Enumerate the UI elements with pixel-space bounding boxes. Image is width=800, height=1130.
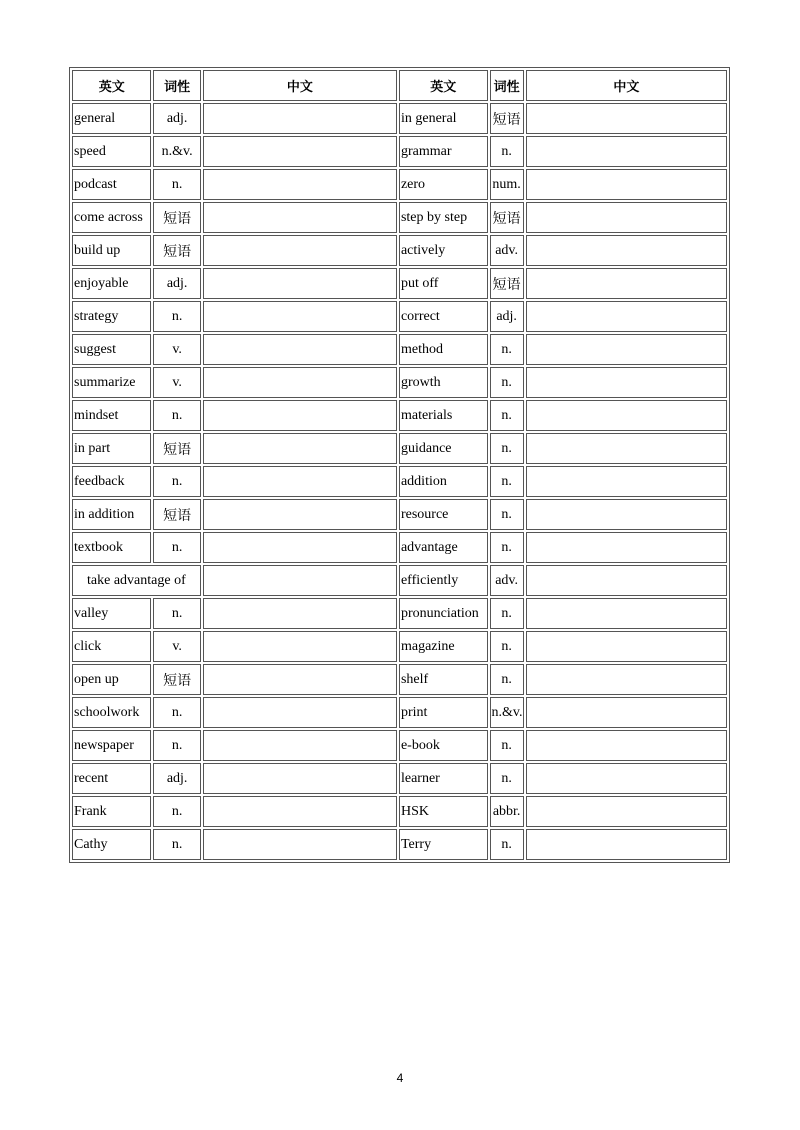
- chinese-answer-cell[interactable]: [526, 796, 727, 827]
- english-term: feedback: [72, 466, 151, 497]
- chinese-answer-cell[interactable]: [526, 301, 727, 332]
- part-of-speech: adj.: [490, 301, 524, 332]
- english-term: recent: [72, 763, 151, 794]
- part-of-speech: num.: [490, 169, 524, 200]
- english-term: HSK: [399, 796, 488, 827]
- chinese-answer-cell[interactable]: [526, 730, 727, 761]
- chinese-answer-cell[interactable]: [526, 532, 727, 563]
- chinese-answer-cell[interactable]: [203, 664, 397, 695]
- english-term: in part: [72, 433, 151, 464]
- table-row: [72, 730, 727, 761]
- part-of-speech: 短语: [490, 202, 524, 233]
- part-of-speech: n.: [490, 334, 524, 365]
- english-term: general: [72, 103, 151, 134]
- part-of-speech: n.: [153, 466, 200, 497]
- part-of-speech: n.: [153, 697, 200, 728]
- chinese-answer-cell[interactable]: [526, 235, 727, 266]
- english-term: materials: [399, 400, 488, 431]
- part-of-speech: n.: [490, 466, 524, 497]
- chinese-answer-cell[interactable]: [203, 763, 397, 794]
- chinese-answer-cell[interactable]: [526, 829, 727, 860]
- part-of-speech: 短语: [490, 268, 524, 299]
- chinese-answer-cell[interactable]: [203, 829, 397, 860]
- english-term: e-book: [399, 730, 488, 761]
- english-term: guidance: [399, 433, 488, 464]
- part-of-speech: n.: [490, 631, 524, 662]
- part-of-speech: n.&v.: [153, 136, 200, 167]
- table-row: [72, 367, 727, 398]
- english-term: grammar: [399, 136, 488, 167]
- chinese-answer-cell[interactable]: [526, 499, 727, 530]
- chinese-answer-cell[interactable]: [203, 136, 397, 167]
- chinese-answer-cell[interactable]: [203, 697, 397, 728]
- part-of-speech: n.: [153, 532, 200, 563]
- part-of-speech: n.: [490, 763, 524, 794]
- chinese-answer-cell[interactable]: [203, 565, 397, 596]
- english-term: in general: [399, 103, 488, 134]
- part-of-speech: n.: [490, 532, 524, 563]
- english-term: actively: [399, 235, 488, 266]
- english-term: put off: [399, 268, 488, 299]
- english-term: podcast: [72, 169, 151, 200]
- english-term: print: [399, 697, 488, 728]
- table-row: [72, 202, 727, 233]
- table-row: [72, 169, 727, 200]
- part-of-speech: n.: [490, 367, 524, 398]
- part-of-speech: n.: [153, 301, 200, 332]
- chinese-answer-cell[interactable]: [526, 598, 727, 629]
- part-of-speech: 短语: [153, 433, 200, 464]
- part-of-speech: n.: [490, 730, 524, 761]
- chinese-answer-cell[interactable]: [203, 235, 397, 266]
- english-term: resource: [399, 499, 488, 530]
- chinese-answer-cell[interactable]: [203, 268, 397, 299]
- part-of-speech: adj.: [153, 103, 200, 134]
- part-of-speech: adv.: [490, 235, 524, 266]
- table-row: [72, 235, 727, 266]
- english-term: mindset: [72, 400, 151, 431]
- english-term: newspaper: [72, 730, 151, 761]
- english-term: pronunciation: [399, 598, 488, 629]
- chinese-answer-cell[interactable]: [203, 532, 397, 563]
- table-row: [72, 796, 727, 827]
- part-of-speech: 短语: [153, 499, 200, 530]
- english-term: build up: [72, 235, 151, 266]
- part-of-speech: n.: [490, 598, 524, 629]
- chinese-answer-cell[interactable]: [526, 466, 727, 497]
- table-row: [72, 763, 727, 794]
- english-term: learner: [399, 763, 488, 794]
- page-number: 4: [396, 1071, 404, 1085]
- vocabulary-table: [69, 67, 730, 863]
- table-row: [72, 499, 727, 530]
- part-of-speech: n.: [153, 598, 200, 629]
- table-row: [72, 334, 727, 365]
- table-row: [72, 565, 727, 596]
- part-of-speech: n.: [490, 664, 524, 695]
- english-term: efficiently: [399, 565, 488, 596]
- part-of-speech: n.: [153, 796, 200, 827]
- english-term: speed: [72, 136, 151, 167]
- chinese-answer-cell[interactable]: [203, 367, 397, 398]
- chinese-answer-cell[interactable]: [203, 499, 397, 530]
- english-term: growth: [399, 367, 488, 398]
- header-chinese-left: 中文: [203, 70, 397, 101]
- part-of-speech: 短语: [153, 235, 200, 266]
- table-row: [72, 664, 727, 695]
- english-term: enjoyable: [72, 268, 151, 299]
- vocabulary-body: [72, 103, 727, 860]
- table-header-row: [72, 70, 727, 101]
- chinese-answer-cell[interactable]: [526, 763, 727, 794]
- part-of-speech: 短语: [490, 103, 524, 134]
- table-row: [72, 631, 727, 662]
- chinese-answer-cell[interactable]: [203, 598, 397, 629]
- table-row: [72, 433, 727, 464]
- chinese-answer-cell[interactable]: [526, 664, 727, 695]
- header-english-right: 英文: [399, 70, 488, 101]
- english-term: addition: [399, 466, 488, 497]
- english-term: summarize: [72, 367, 151, 398]
- part-of-speech: n.: [490, 433, 524, 464]
- part-of-speech: 短语: [153, 664, 200, 695]
- english-term: Terry: [399, 829, 488, 860]
- english-term: come across: [72, 202, 151, 233]
- chinese-answer-cell[interactable]: [526, 202, 727, 233]
- english-term: magazine: [399, 631, 488, 662]
- english-term: step by step: [399, 202, 488, 233]
- table-row: [72, 598, 727, 629]
- chinese-answer-cell[interactable]: [526, 169, 727, 200]
- english-term: zero: [399, 169, 488, 200]
- english-term: take advantage of: [72, 565, 201, 596]
- chinese-answer-cell[interactable]: [203, 466, 397, 497]
- chinese-answer-cell[interactable]: [526, 367, 727, 398]
- table-row: [72, 829, 727, 860]
- part-of-speech: n.: [490, 400, 524, 431]
- english-term: shelf: [399, 664, 488, 695]
- chinese-answer-cell[interactable]: [203, 103, 397, 134]
- part-of-speech: v.: [153, 631, 200, 662]
- header-pos-right: 词性: [490, 70, 524, 101]
- chinese-answer-cell[interactable]: [526, 334, 727, 365]
- chinese-answer-cell[interactable]: [526, 136, 727, 167]
- english-term: click: [72, 631, 151, 662]
- english-term: valley: [72, 598, 151, 629]
- english-term: advantage: [399, 532, 488, 563]
- chinese-answer-cell[interactable]: [526, 565, 727, 596]
- chinese-answer-cell[interactable]: [203, 631, 397, 662]
- header-english-left: 英文: [72, 70, 151, 101]
- part-of-speech: abbr.: [490, 796, 524, 827]
- chinese-answer-cell[interactable]: [203, 301, 397, 332]
- chinese-answer-cell[interactable]: [203, 796, 397, 827]
- table-row: [72, 400, 727, 431]
- english-term: correct: [399, 301, 488, 332]
- part-of-speech: n.: [153, 169, 200, 200]
- header-chinese-right: 中文: [526, 70, 727, 101]
- english-term: schoolwork: [72, 697, 151, 728]
- english-term: method: [399, 334, 488, 365]
- chinese-answer-cell[interactable]: [203, 202, 397, 233]
- chinese-answer-cell[interactable]: [526, 103, 727, 134]
- chinese-answer-cell[interactable]: [526, 697, 727, 728]
- english-term: open up: [72, 664, 151, 695]
- english-term: Cathy: [72, 829, 151, 860]
- english-term: Frank: [72, 796, 151, 827]
- part-of-speech: n.: [153, 730, 200, 761]
- table-row: [72, 301, 727, 332]
- table-row: [72, 697, 727, 728]
- part-of-speech: v.: [153, 367, 200, 398]
- chinese-answer-cell[interactable]: [526, 268, 727, 299]
- part-of-speech: n.&v.: [490, 697, 524, 728]
- chinese-answer-cell[interactable]: [203, 169, 397, 200]
- part-of-speech: v.: [153, 334, 200, 365]
- table-row: [72, 268, 727, 299]
- part-of-speech: n.: [490, 499, 524, 530]
- chinese-answer-cell[interactable]: [203, 400, 397, 431]
- english-term: suggest: [72, 334, 151, 365]
- chinese-answer-cell[interactable]: [203, 334, 397, 365]
- header-pos-left: 词性: [153, 70, 200, 101]
- part-of-speech: 短语: [153, 202, 200, 233]
- chinese-answer-cell[interactable]: [526, 631, 727, 662]
- part-of-speech: n.: [153, 400, 200, 431]
- part-of-speech: adv.: [490, 565, 524, 596]
- part-of-speech: n.: [490, 829, 524, 860]
- part-of-speech: n.: [153, 829, 200, 860]
- english-term: textbook: [72, 532, 151, 563]
- chinese-answer-cell[interactable]: [203, 730, 397, 761]
- english-term: strategy: [72, 301, 151, 332]
- english-term: in addition: [72, 499, 151, 530]
- part-of-speech: adj.: [153, 763, 200, 794]
- chinese-answer-cell[interactable]: [203, 433, 397, 464]
- part-of-speech: adj.: [153, 268, 200, 299]
- table-row: [72, 103, 727, 134]
- table-row: [72, 136, 727, 167]
- part-of-speech: n.: [490, 136, 524, 167]
- chinese-answer-cell[interactable]: [526, 400, 727, 431]
- chinese-answer-cell[interactable]: [526, 433, 727, 464]
- table-row: [72, 466, 727, 497]
- table-row: [72, 532, 727, 563]
